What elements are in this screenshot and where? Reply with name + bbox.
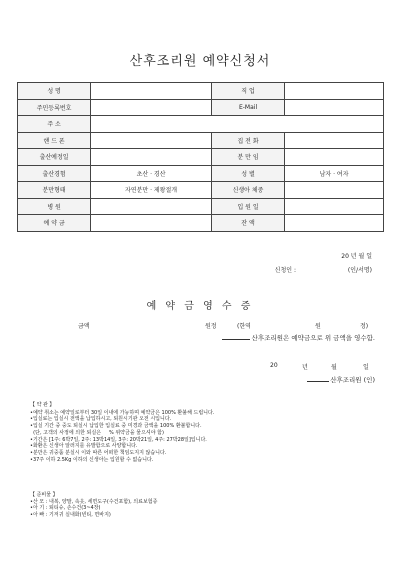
due-date-field[interactable] (91, 149, 212, 166)
name-label: 성 명 (18, 83, 91, 100)
form-title: 산후조리원 예약신청서 (129, 54, 271, 69)
deposit-field[interactable] (91, 215, 212, 232)
delivery-hospital-field[interactable] (285, 149, 384, 166)
amount-won2: 원 (315, 323, 321, 330)
baby-sex-label: 성 별 (211, 165, 284, 182)
rrn-label: 주민등록번호 (18, 99, 91, 116)
home-phone-field[interactable] (285, 132, 384, 149)
terms-section (30, 402, 380, 463)
mobile-label: 핸 드 폰 (18, 132, 91, 149)
receipt-day-unit: 일 (363, 364, 369, 371)
rrn-field[interactable] (91, 99, 212, 116)
terms-item: •예약 취소는 예약일로부터 30일 이내에 가능하며 예약금은 100% 환불해 드립니다. (30, 409, 215, 416)
prep-title: 【 준비물 】 (30, 492, 58, 498)
admission-date-label: 입 원 일 (211, 198, 284, 215)
job-field[interactable] (285, 83, 384, 100)
terms-item: •입실료는 입실시 전액을 납입하시고, 퇴원시기관 오전 시입니다. (30, 416, 172, 423)
amount-label: 금액 (78, 323, 90, 330)
prep-item: •아 빠 : 기저귀 실내화(빈티, 면바지) (30, 512, 111, 519)
name-field[interactable] (91, 83, 212, 100)
balance-label: 잔 액 (211, 215, 284, 232)
terms-title: 【 약 관 】 (30, 402, 55, 408)
prep-item: •산 모 : 내복, 양말, 속옷, 세면도구(수건포함), 의료보험증 (30, 498, 158, 505)
hospital-label: 병 원 (18, 198, 91, 215)
delivery-type-label: 분만형태 (18, 182, 91, 199)
center-name-blank[interactable] (222, 339, 250, 340)
terms-item: •입실 기간 중 중도 퇴실시 납입한 입실료 중 미경과 금액을 100% 환불합니다. (30, 423, 202, 430)
email-field[interactable] (285, 99, 384, 116)
baby-sex-field[interactable]: 남자 · 여자 (285, 165, 384, 182)
terms-item: •37주 이하 2.5Kg 이하의 신생아는 입원할 수 없습니다. (30, 456, 154, 463)
prep-section (30, 492, 380, 519)
amount-won: 원정 (205, 323, 217, 330)
birth-exp-field[interactable]: 초산 · 경산 (91, 165, 212, 182)
terms-item: •분만은 귀중품 분실시 이와 따른 어떠한 책임도지지 않습니다. (30, 449, 167, 456)
terms-item: (단, 고객의 사정에 의한 퇴실은 % 위약금을 물으셔야 함) (30, 429, 164, 436)
address-label: 주 소 (18, 116, 91, 133)
receipt-year: 20 (270, 362, 278, 369)
job-label: 직 업 (211, 83, 284, 100)
center-signature-blank[interactable] (307, 381, 329, 382)
application-date: 20 년 월 일 (341, 253, 372, 260)
delivery-hospital-label: 분 만 임 (211, 149, 284, 166)
applicant-line (0, 265, 372, 274)
hospital-field[interactable] (91, 198, 212, 215)
home-phone-label: 집 전 화 (211, 132, 284, 149)
email-label: E-Mail (211, 99, 284, 116)
receipt-year-unit: 년 (302, 364, 308, 371)
due-date-label: 출산예정일 (18, 149, 91, 166)
address-field[interactable] (91, 116, 384, 133)
amount-open: (한역 (237, 323, 251, 330)
balance-field[interactable] (285, 215, 384, 232)
applicant-signature[interactable]: (인/서명) (347, 267, 372, 274)
amount-close: 정) (360, 323, 369, 330)
receipt-title: 예 약 금 영 수 증 (146, 301, 254, 312)
confirm-text: 산후조리원은 예약금으로 위 금액을 영수함. (251, 334, 375, 342)
terms-item: •화환은 신생아 알러지를 유발함으로 사양합니다. (30, 443, 138, 450)
baby-weight-label: 신생아 체중 (211, 182, 284, 199)
baby-weight-field[interactable] (285, 182, 384, 199)
deposit-label: 예 약 금 (18, 215, 91, 232)
receipt-month-unit: 월 (331, 364, 337, 371)
mobile-field[interactable] (91, 132, 212, 149)
delivery-type-field[interactable]: 자연분만 · 제왕절개 (91, 182, 212, 199)
prep-item: •아 기 : 퇴티슈, 손수건(3~4장) (30, 505, 101, 512)
reservation-form-table (17, 82, 384, 232)
terms-item: •기간은 [1주: 6박7일, 2주: 13박14일, 3주: 20박21일, 4주: 27박28일]입니다. (30, 436, 207, 443)
center-signature: 산후조리원 (인) (330, 376, 375, 384)
center-signature-line (0, 375, 375, 384)
admission-date-field[interactable] (285, 198, 384, 215)
applicant-label: 신청인 : (274, 267, 296, 274)
birth-exp-label: 출산경험 (18, 165, 91, 182)
confirm-line (0, 333, 375, 342)
